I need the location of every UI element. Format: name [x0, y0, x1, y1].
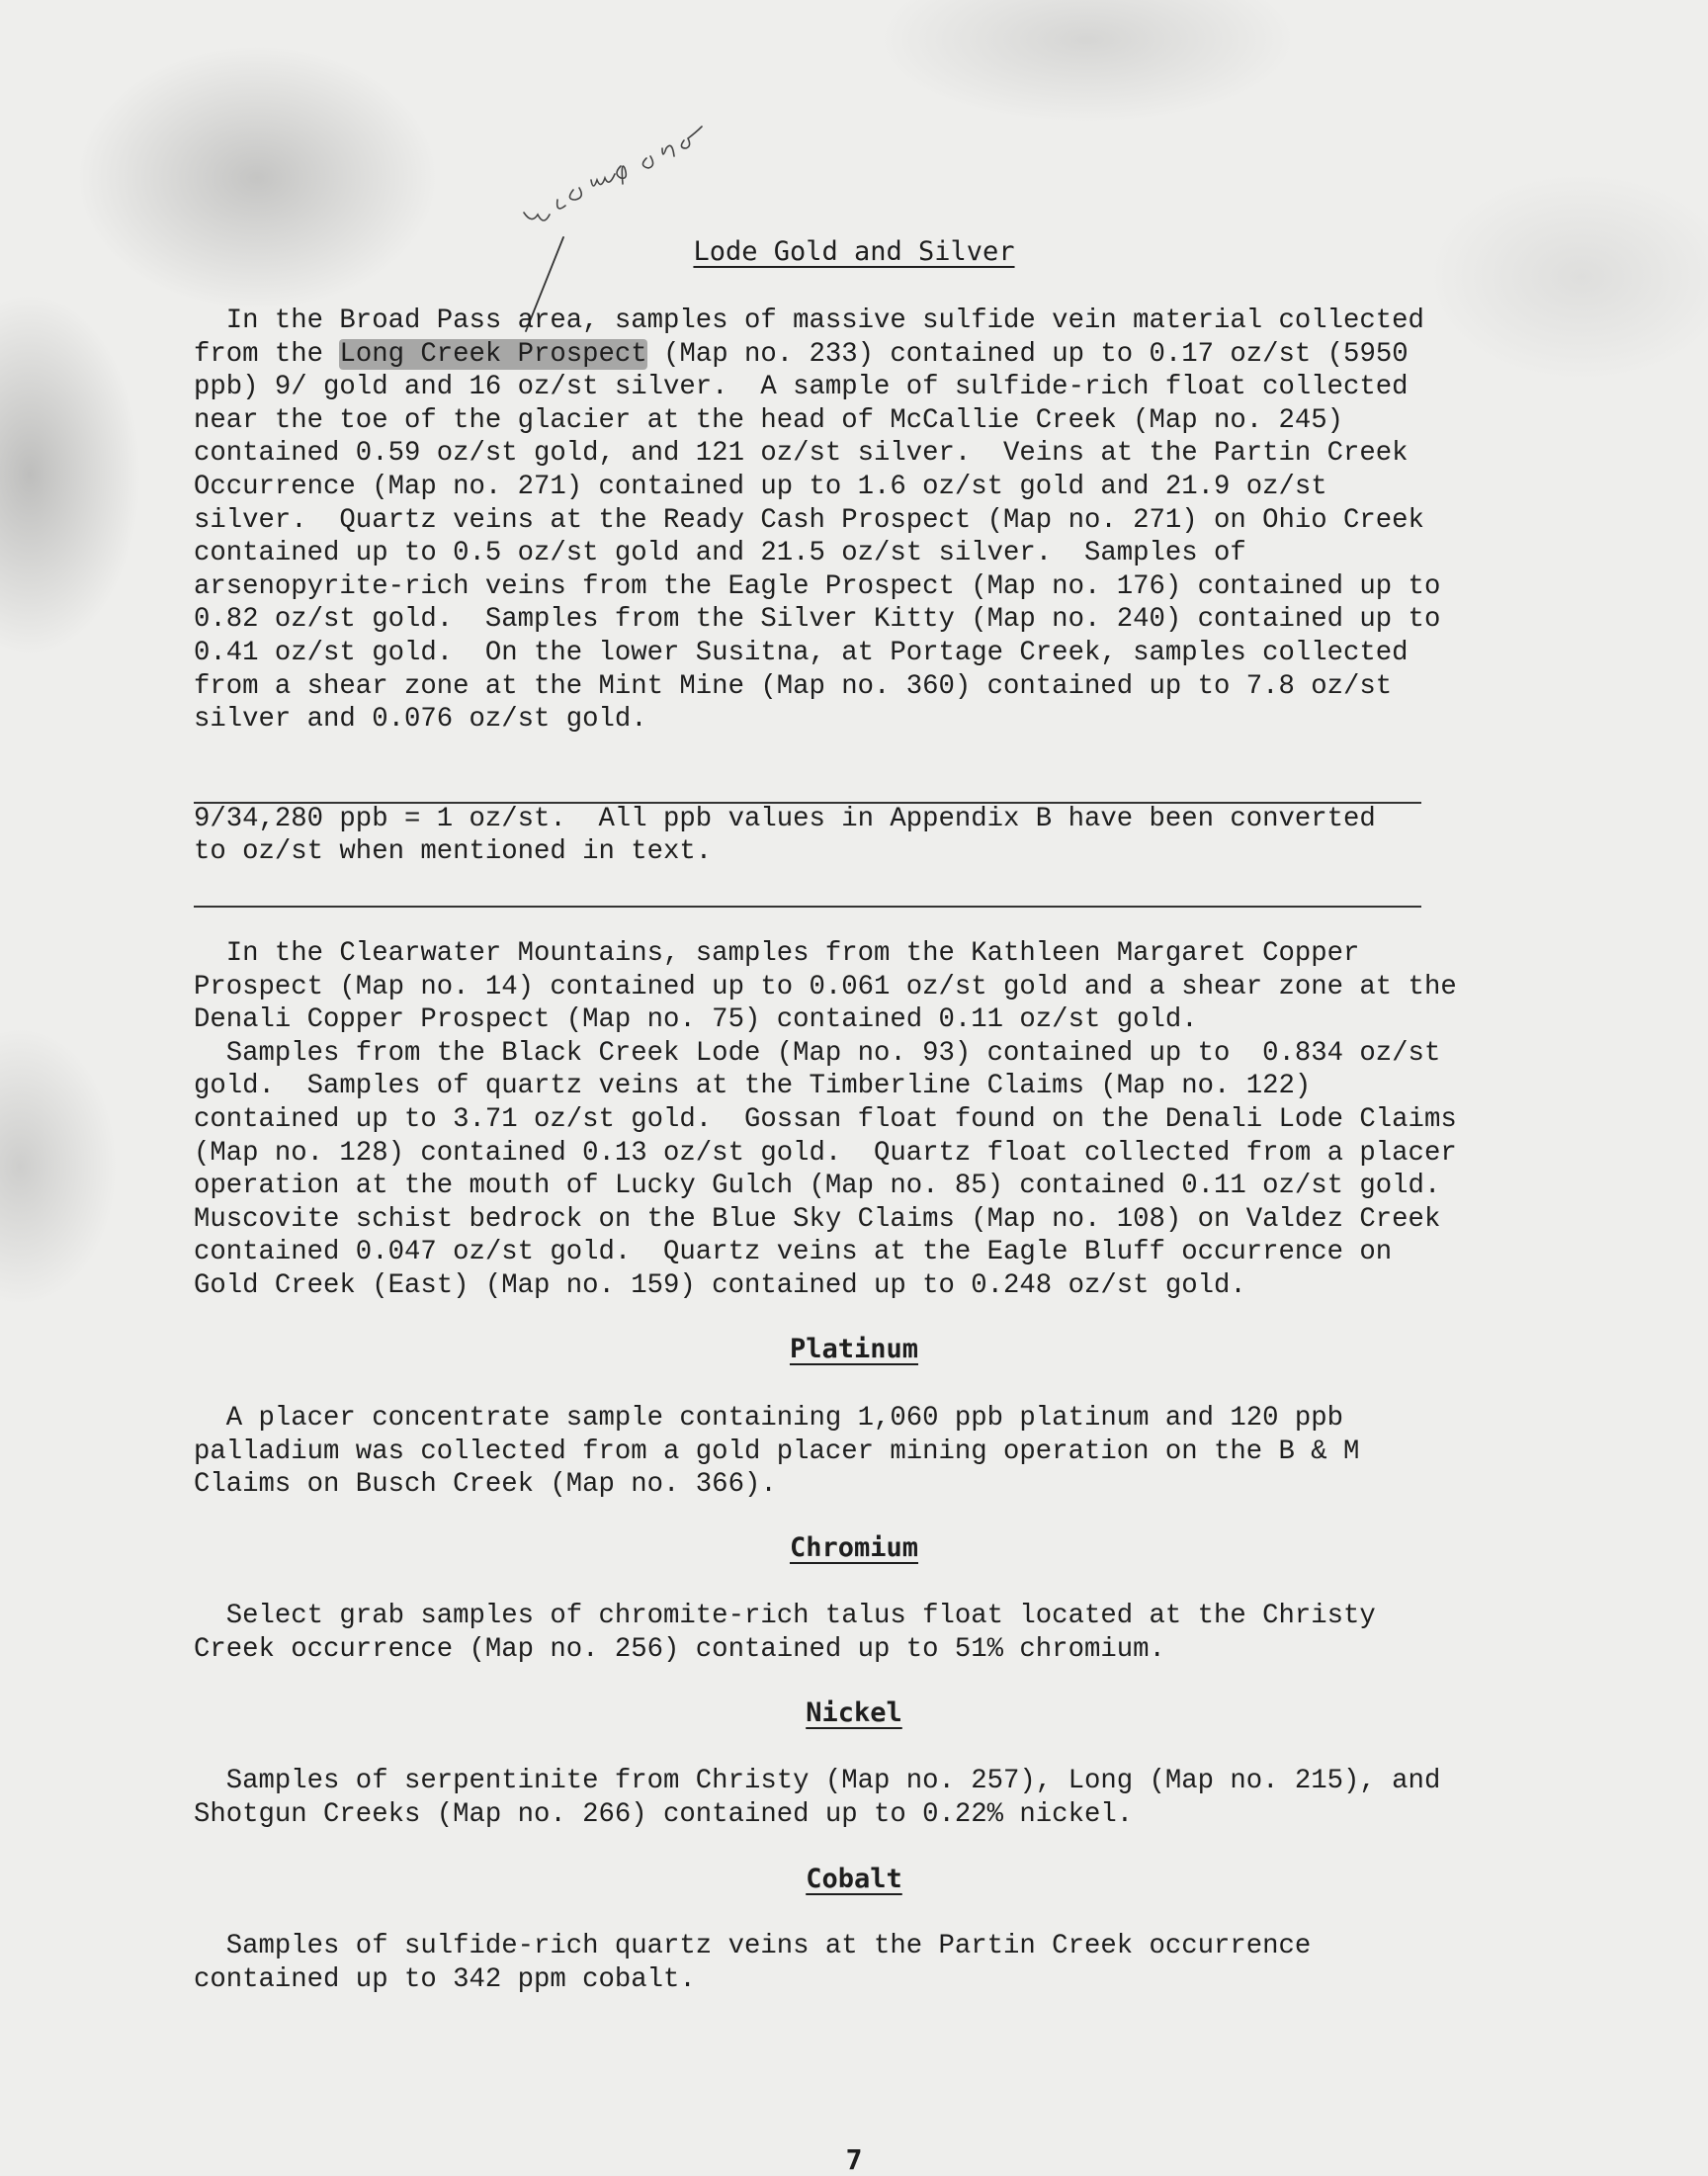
footnote-bottom-rule: [194, 906, 1421, 908]
footnote-text: 9/34,280 ppb = 1 oz/st. All ppb values in Appendix B have been converted to oz/st when mentioned in text.: [194, 804, 1376, 867]
heading-cobalt: Cobalt: [806, 1864, 902, 1894]
paragraph-platinum: A placer concentrate sample containing 1,060 ppb platinum and 120 ppb palladium was collected from a gold placer mining operation on the B & M Claims on Busch Creek (Map no. 366).: [194, 1403, 1360, 1501]
paragraph-cobalt: Samples of sulfide-rich quartz veins at the Partin Creek occurrence contained up to 342 ppm cobalt.: [194, 1931, 1312, 1995]
heading-chromium: Chromium: [789, 1532, 919, 1563]
heading-nickel: Nickel: [806, 1697, 902, 1728]
paragraph-clearwater: In the Clearwater Mountains, samples from the Kathleen Margaret Copper Prospect (Map no. 14) contained up to 0.061 oz/st gold and a shear zone at the Denali Copper Prospect (Map no. 75) contained 0.11 oz/st gold. Samples from the Black Creek Lode (Map no. 93) contained up to 0.834 oz/st gold. Samples of quartz veins at the Timberline Claims (Map no. 122) contained up to 3.71 oz/st gold. Gossan float found on the Denali Lode Claims (Map no. 128) contained 0.13 oz/st gold. Quartz float collected from a placer operation at the mouth of Lucky Gulch (Map no. 85) contained 0.11 oz/st gold. Muscovite schist bedrock on the Blue Sky Claims (Map no. 108) on Valdez Creek contained 0.047 oz/st gold. Quartz veins at the Eagle Bluff occurrence on Gold Creek (East) (Map no. 159) contained up to 0.248 oz/st gold.: [194, 938, 1457, 1301]
paragraph-nickel: Samples of serpentinite from Christy (Map no. 257), Long (Map no. 215), and Shotgun Creeks (Map no. 266) contained up to 0.22% nickel.: [194, 1766, 1441, 1830]
page-number: 7: [845, 2143, 863, 2176]
paragraph-broad-pass: In the Broad Pass area, samples of massive sulfide vein material collected from the Long Creek Prospect (Map no. 233) contained up to 0.17 oz/st (5950 ppb) 9/ gold and 16 oz/st silver. A sample of sulfide-rich float collected near the toe of the glacier at the head of McCallie Creek (Map no. 245) contained 0.59 oz/st gold, and 121 oz/st silver. Veins at the Partin Creek Occurrence (Map no. 271) contained up to 1.6 oz/st gold and 21.9 oz/st silver. Quartz veins at the Ready Cash Prospect (Map no. 271) on Ohio Creek contained up to 0.5 oz/st gold and 21.5 oz/st silver. Samples of arsenopyrite-rich veins from the Eagle Prospect (Map no. 176) contained up to 0.82 oz/st gold. Samples from the Silver Kitty (Map no. 240) contained up to 0.41 oz/st gold. On the lower Susitna, at Portage Creek, samples collected from a shear zone at the Mint Mine (Map no. 360) contained up to 7.8 oz/st silver and 0.076 oz/st gold.: [194, 305, 1441, 736]
handwritten-annotation: [514, 119, 741, 336]
highlighted-long-creek-prospect: Long Creek Prospect: [339, 338, 647, 370]
heading-lode-gold-silver: Lode Gold and Silver: [693, 236, 1015, 267]
heading-platinum: Platinum: [789, 1334, 919, 1364]
paragraph-chromium: Select grab samples of chromite-rich talus float located at the Christy Creek occurrence (Map no. 256) contained up to 51% chromium.: [194, 1601, 1376, 1665]
